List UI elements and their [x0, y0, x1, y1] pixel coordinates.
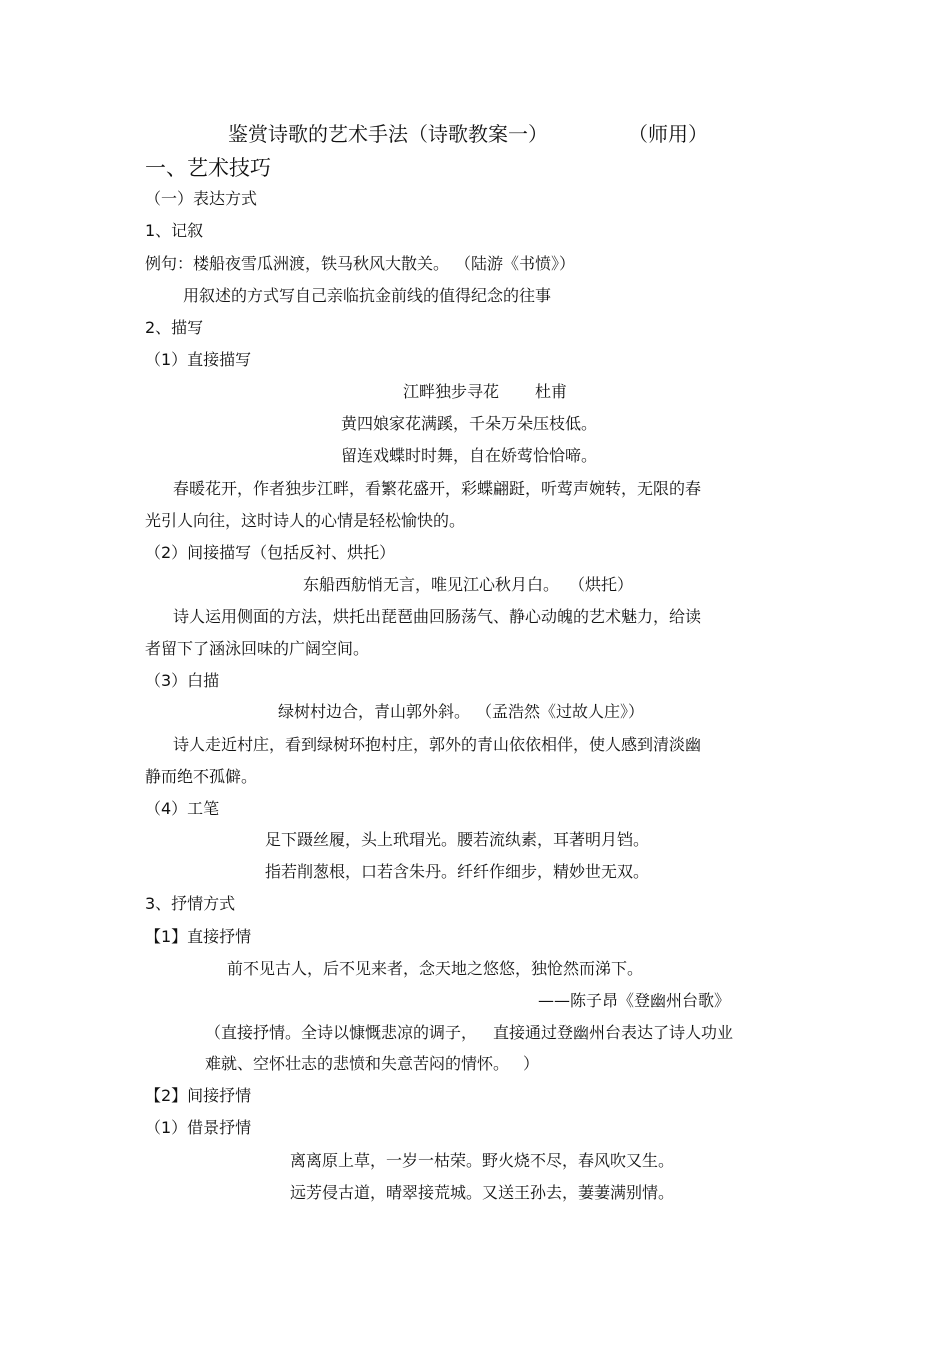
- subsection-heading: （2）间接描写（包括反衬、烘托）: [145, 543, 396, 562]
- paragraph-line: 静而绝不孤僻。: [145, 767, 258, 786]
- item-heading: 1、记叙: [145, 221, 204, 240]
- poem-line: 前不见古人，后不见来者，念天地之悠悠，独怆然而涕下。: [227, 959, 644, 978]
- paragraph-line: 诗人走近村庄，看到绿树环抱村庄，郭外的青山依依相伴，使人感到清淡幽: [173, 735, 702, 754]
- poem-line: 远芳侵古道，晴翠接荒城。又送王孙去，萋萋满别情。: [290, 1183, 675, 1202]
- subsection-heading: （1）直接描写: [145, 350, 252, 369]
- poem-line: 足下蹑丝履，头上玳瑁光。腰若流纨素，耳著明月铛。: [265, 830, 650, 849]
- paragraph-line: [205, 1053, 539, 1075]
- heading-1: 一、艺术技巧: [145, 156, 271, 180]
- paragraph-line: [205, 1022, 733, 1044]
- section-heading: （一）表达方式: [145, 189, 258, 208]
- paragraph-line: 者留下了涵泳回味的广阔空间。: [145, 639, 370, 658]
- example-source: （陆游《书愤》）: [463, 254, 576, 273]
- paragraph-part: 难就、空怀壮志的悲愤和失意苦闷的情怀。: [205, 1054, 502, 1073]
- poem-title-line: [403, 381, 567, 403]
- example-text: 楼船夜雪瓜洲渡，铁马秋风大散关。: [193, 254, 450, 273]
- subsection-heading: （3）白描: [145, 671, 220, 690]
- poem-line: [303, 574, 633, 596]
- subsection-heading: （4）工笔: [145, 799, 220, 818]
- paragraph-line: 光引人向往，这时诗人的心情是轻松愉快的。: [145, 511, 466, 530]
- poem-line: 离离原上草，一岁一枯荣。野火烧不尽，春风吹又生。: [290, 1151, 675, 1170]
- example-line: [145, 253, 575, 275]
- poem-source: ——陈子昂《登幽州台歌》: [538, 991, 731, 1010]
- poem-title: 江畔独步寻花: [403, 382, 500, 401]
- document-title: 鉴赏诗歌的艺术手法（诗歌教案一）: [228, 122, 548, 146]
- poem-source: （孟浩然《过故人庄》）: [484, 702, 645, 721]
- title-tag: （师用）: [628, 122, 708, 146]
- poem-line: 指若削葱根，口若含朱丹。纤纤作细步，精妙世无双。: [265, 862, 650, 881]
- paragraph-line: 诗人运用侧面的方法，烘托出琵琶曲回肠荡气、静心动魄的艺术魅力，给读: [173, 607, 702, 626]
- poem-text: 东船西舫悄无言，唯见江心秋月白。: [303, 575, 560, 594]
- example-label: 例句：: [145, 254, 194, 273]
- lyric-heading: 【1】直接抒情: [145, 927, 252, 946]
- paragraph-part: （直接抒情。全诗以慷慨悲凉的调子，: [205, 1023, 478, 1042]
- item-heading: 2、描写: [145, 318, 204, 337]
- poem-tag: （烘托）: [577, 575, 634, 594]
- item-heading: 3、抒情方式: [145, 894, 236, 913]
- poem-line: [278, 701, 644, 723]
- poem-line: 留连戏蝶时时舞，自在娇莺恰恰啼。: [341, 446, 598, 465]
- lyric-heading: 【2】间接抒情: [145, 1086, 252, 1105]
- poem-text: 绿树村边合，青山郭外斜。: [278, 702, 471, 721]
- example-note: 用叙述的方式写自己亲临抗金前线的值得纪念的往事: [183, 286, 552, 305]
- paragraph-line: 春暖花开，作者独步江畔，看繁花盛开，彩蝶翩跹，听莺声婉转，无限的春: [173, 479, 702, 498]
- subsection-heading: （1）借景抒情: [145, 1118, 252, 1137]
- paragraph-part: 直接通过登幽州台表达了诗人功业: [493, 1023, 734, 1042]
- paragraph-close: ）: [523, 1054, 540, 1073]
- poem-line: 黄四娘家花满蹊，千朵万朵压枝低。: [341, 414, 598, 433]
- poem-author: 杜甫: [535, 382, 568, 401]
